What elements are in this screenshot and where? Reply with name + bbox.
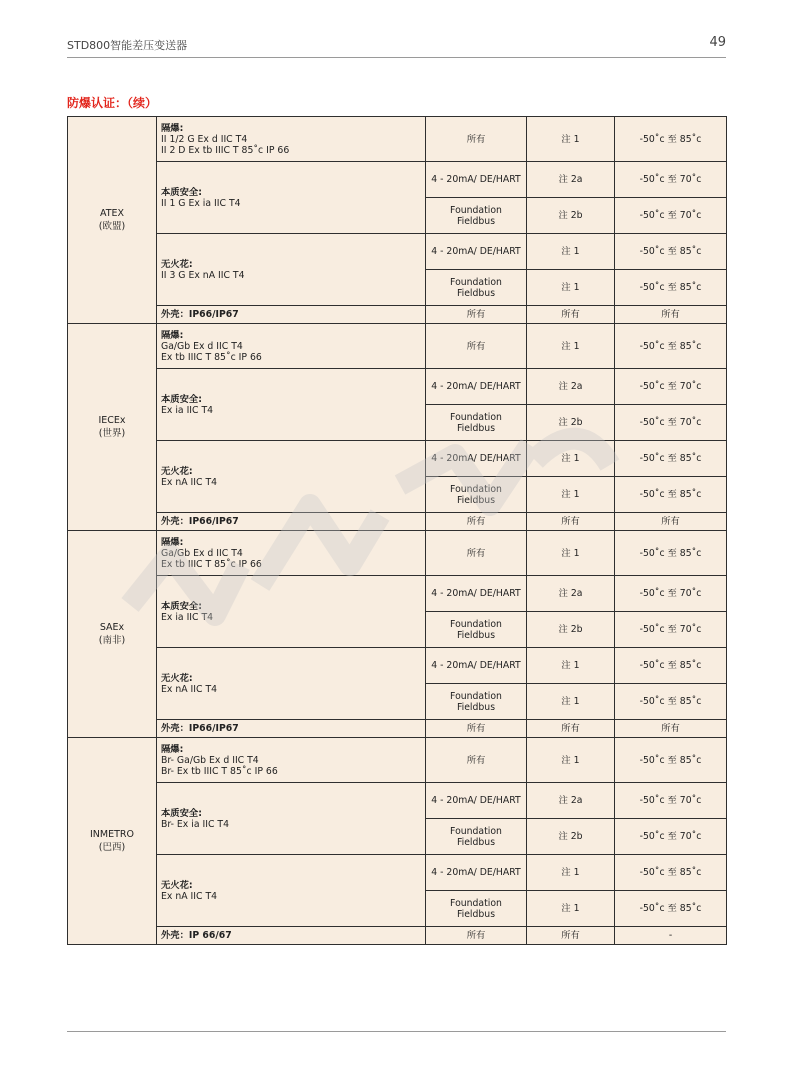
enclosure-label: 外壳：IP66/IP67 (157, 720, 426, 738)
protection-marking: Ex tb IIIC T 85˚c IP 66 (161, 558, 262, 570)
enclosure-row (68, 927, 727, 945)
comm-cell: Foundation Fieldbus (426, 198, 527, 234)
temperature-cell: -50˚c 至 85˚c (615, 648, 727, 684)
note-cell: 注 2a (527, 162, 615, 198)
temperature-cell: -50˚c 至 70˚c (615, 576, 727, 612)
note-cell: 所有 (527, 306, 615, 324)
protection-title: 隔爆: (161, 122, 184, 134)
region-cell (68, 531, 157, 738)
comm-cell: 4 - 20mA/ DE/HART (426, 162, 527, 198)
enclosure-row (68, 720, 727, 738)
comm-cell: 所有 (426, 531, 527, 576)
protection-cell (157, 441, 426, 513)
temperature-cell: -50˚c 至 70˚c (615, 612, 727, 648)
temperature-cell: -50˚c 至 85˚c (615, 117, 727, 162)
temperature-cell: -50˚c 至 85˚c (615, 477, 727, 513)
protection-marking: II 2 D Ex tb IIIC T 85˚c IP 66 (161, 144, 290, 156)
temperature-cell: -50˚c 至 85˚c (615, 855, 727, 891)
temperature-cell: -50˚c 至 70˚c (615, 162, 727, 198)
temperature-cell: -50˚c 至 85˚c (615, 324, 727, 369)
comm-cell: 所有 (426, 513, 527, 531)
region-cell (68, 117, 157, 324)
enclosure-label: 外壳：IP66/IP67 (157, 306, 426, 324)
region-cell (68, 324, 157, 531)
protection-marking: Br- Ex ia IIC T4 (161, 818, 230, 830)
comm-cell: 4 - 20mA/ DE/HART (426, 855, 527, 891)
note-cell: 注 2b (527, 198, 615, 234)
protection-title: 无火花: (161, 879, 193, 891)
footer-divider (67, 1031, 726, 1032)
table-row (68, 234, 727, 270)
temperature-cell: -50˚c 至 85˚c (615, 234, 727, 270)
note-cell: 注 1 (527, 684, 615, 720)
protection-cell (157, 369, 426, 441)
note-cell: 注 1 (527, 270, 615, 306)
comm-cell: Foundation Fieldbus (426, 891, 527, 927)
protection-marking: Ex ia IIC T4 (161, 611, 214, 623)
note-cell: 注 1 (527, 738, 615, 783)
temperature-cell: -50˚c 至 85˚c (615, 684, 727, 720)
certification-table-body (68, 117, 727, 945)
note-cell: 所有 (527, 720, 615, 738)
protection-cell (157, 738, 426, 783)
enclosure-label: 外壳：IP66/IP67 (157, 513, 426, 531)
protection-title: 本质安全: (161, 186, 202, 198)
section-title: 防爆认证：（续） (67, 96, 158, 110)
temperature-cell: 所有 (615, 513, 727, 531)
comm-cell: 所有 (426, 324, 527, 369)
note-cell: 注 2a (527, 369, 615, 405)
page-number: 49 (709, 35, 726, 50)
certification-table (67, 116, 727, 945)
region-cell (68, 738, 157, 945)
protection-cell (157, 234, 426, 306)
note-cell: 注 2a (527, 576, 615, 612)
note-cell: 注 2b (527, 405, 615, 441)
temperature-cell: -50˚c 至 70˚c (615, 783, 727, 819)
temperature-cell: 所有 (615, 306, 727, 324)
comm-cell: Foundation Fieldbus (426, 819, 527, 855)
protection-cell (157, 162, 426, 234)
temperature-cell: -50˚c 至 85˚c (615, 441, 727, 477)
protection-marking: Ga/Gb Ex d IIC T4 (161, 547, 243, 559)
temperature-cell: -50˚c 至 85˚c (615, 270, 727, 306)
note-cell: 注 1 (527, 234, 615, 270)
comm-cell: Foundation Fieldbus (426, 684, 527, 720)
comm-cell: 4 - 20mA/ DE/HART (426, 576, 527, 612)
region-area: (世界) (98, 428, 126, 439)
protection-cell (157, 117, 426, 162)
document-title: STD800智能差压变送器 (67, 39, 188, 52)
temperature-cell: 所有 (615, 720, 727, 738)
temperature-cell: -50˚c 至 70˚c (615, 198, 727, 234)
region-area: (巴西) (98, 842, 126, 853)
note-cell: 注 1 (527, 477, 615, 513)
protection-marking: Br- Ga/Gb Ex d IIC T4 (161, 754, 259, 766)
note-cell: 注 1 (527, 891, 615, 927)
protection-cell (157, 531, 426, 576)
note-cell: 注 2a (527, 783, 615, 819)
protection-cell (157, 855, 426, 927)
protection-title: 无火花: (161, 258, 193, 270)
protection-cell (157, 783, 426, 855)
temperature-cell: -50˚c 至 85˚c (615, 531, 727, 576)
note-cell: 注 1 (527, 648, 615, 684)
table-row (68, 783, 727, 819)
protection-title: 无火花: (161, 672, 193, 684)
table-row (68, 855, 727, 891)
comm-cell: 所有 (426, 306, 527, 324)
protection-title: 隔爆: (161, 536, 184, 548)
note-cell: 注 2b (527, 819, 615, 855)
comm-cell: 4 - 20mA/ DE/HART (426, 783, 527, 819)
protection-title: 本质安全: (161, 807, 202, 819)
protection-cell (157, 576, 426, 648)
note-cell: 注 1 (527, 531, 615, 576)
protection-marking: Ex nA IIC T4 (161, 476, 218, 488)
temperature-cell: -50˚c 至 85˚c (615, 891, 727, 927)
temperature-cell: -50˚c 至 85˚c (615, 738, 727, 783)
note-cell: 所有 (527, 513, 615, 531)
region-name: SAEx (99, 622, 125, 633)
region-name: ATEX (99, 208, 125, 219)
table-row (68, 648, 727, 684)
table-row (68, 369, 727, 405)
enclosure-row (68, 306, 727, 324)
comm-cell: 4 - 20mA/ DE/HART (426, 369, 527, 405)
region-name: IECEx (98, 415, 126, 426)
note-cell: 所有 (527, 927, 615, 945)
comm-cell: Foundation Fieldbus (426, 477, 527, 513)
protection-marking: Ex nA IIC T4 (161, 683, 218, 695)
protection-marking: Br- Ex tb IIIC T 85˚c IP 66 (161, 765, 278, 777)
protection-marking: Ex tb IIIC T 85˚c IP 66 (161, 351, 262, 363)
enclosure-row (68, 513, 727, 531)
protection-marking: II 1 G Ex ia IIC T4 (161, 197, 241, 209)
comm-cell: 4 - 20mA/ DE/HART (426, 234, 527, 270)
temperature-cell: -50˚c 至 70˚c (615, 819, 727, 855)
temperature-cell: -50˚c 至 70˚c (615, 405, 727, 441)
comm-cell: 4 - 20mA/ DE/HART (426, 441, 527, 477)
protection-title: 隔爆: (161, 743, 184, 755)
comm-cell: Foundation Fieldbus (426, 612, 527, 648)
table-row (68, 576, 727, 612)
comm-cell: 所有 (426, 738, 527, 783)
protection-title: 隔爆: (161, 329, 184, 341)
protection-title: 无火花: (161, 465, 193, 477)
region-area: (南非) (98, 635, 126, 646)
comm-cell: 4 - 20mA/ DE/HART (426, 648, 527, 684)
table-row (68, 441, 727, 477)
enclosure-label: 外壳：IP 66/67 (157, 927, 426, 945)
temperature-cell: -50˚c 至 70˚c (615, 369, 727, 405)
note-cell: 注 1 (527, 117, 615, 162)
table-row (68, 324, 727, 369)
comm-cell: 所有 (426, 117, 527, 162)
note-cell: 注 1 (527, 324, 615, 369)
protection-marking: Ex ia IIC T4 (161, 404, 214, 416)
protection-marking: II 1/2 G Ex d IIC T4 (161, 133, 248, 145)
note-cell: 注 2b (527, 612, 615, 648)
table-row (68, 531, 727, 576)
region-name: INMETRO (90, 829, 134, 840)
temperature-cell: - (615, 927, 727, 945)
comm-cell: 所有 (426, 927, 527, 945)
note-cell: 注 1 (527, 855, 615, 891)
protection-title: 本质安全: (161, 393, 202, 405)
protection-marking: II 3 G Ex nA IIC T4 (161, 269, 245, 281)
region-area: (欧盟) (98, 221, 126, 232)
protection-marking: Ex nA IIC T4 (161, 890, 218, 902)
protection-cell (157, 324, 426, 369)
comm-cell: Foundation Fieldbus (426, 270, 527, 306)
note-cell: 注 1 (527, 441, 615, 477)
comm-cell: 所有 (426, 720, 527, 738)
table-row (68, 738, 727, 783)
protection-cell (157, 648, 426, 720)
page-header (67, 33, 726, 58)
comm-cell: Foundation Fieldbus (426, 405, 527, 441)
table-row (68, 117, 727, 162)
protection-marking: Ga/Gb Ex d IIC T4 (161, 340, 243, 352)
table-row (68, 162, 727, 198)
protection-title: 本质安全: (161, 600, 202, 612)
